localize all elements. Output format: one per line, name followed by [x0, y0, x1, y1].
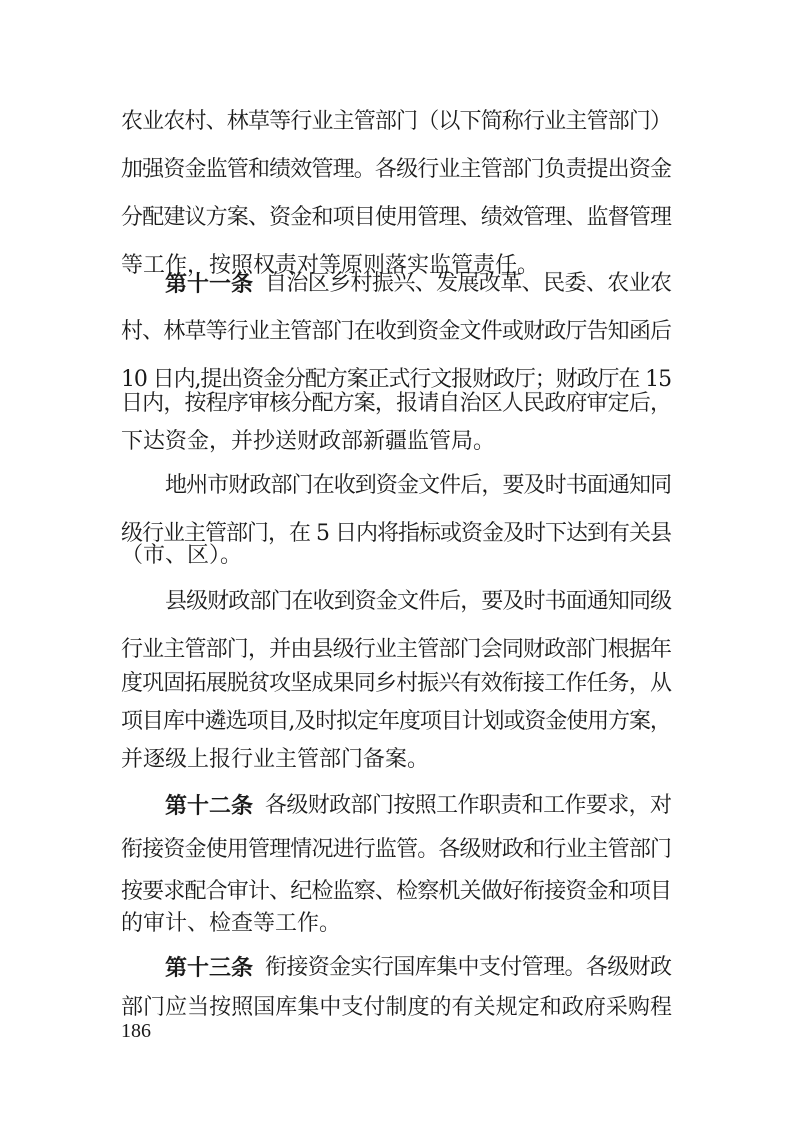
text-line: [0, 98, 793, 146]
line-text: 自治区乡村振兴、发展改革、民委、农业农: [265, 271, 672, 296]
line-text: 度巩固拓展脱贫攻坚成果同乡村振兴有效衔接工作任务，从: [121, 671, 672, 696]
text-line: [0, 532, 793, 580]
line-text: 级行业主管部门，在 5 日内将指标或资金及时下达到有关县: [121, 521, 671, 546]
line-text: 下达资金，并抄送财政部新疆监管局。: [121, 429, 496, 454]
line-text: 衔接资金使用管理情况进行监管。各级财政和行业主管部门: [121, 837, 672, 862]
text-line: [0, 146, 793, 194]
page-number: 186: [121, 1020, 151, 1042]
line-text: 部门应当按照国库集中支付制度的有关规定和政府采购程: [121, 995, 673, 1020]
line-text: 按要求配合审计、纪检监察、检察机关做好衔接资金和项目: [121, 879, 672, 904]
article-heading: 第十三条: [165, 955, 254, 981]
line-text: 各级财政部门按照工作职责和工作要求，对: [265, 793, 672, 818]
text-line: [0, 418, 793, 466]
line-text: 村、林草等行业主管部门在收到资金文件或财政厅告知函后: [121, 319, 672, 344]
line-text: 10 日内,提出资金分配方案正式行文报财政厅；财政厅在 15: [121, 367, 671, 392]
line-text: 日内，按程序审核分配方案，报请自治区人民政府审定后，: [121, 391, 672, 416]
line-text: 加强资金监管和绩效管理。各级行业主管部门负责提出资金: [121, 157, 672, 182]
line-text: 衔接资金实行国库集中支付管理。各级财政: [265, 955, 672, 980]
line-text: 地州市财政部门在收到资金文件后，要及时书面通知同: [165, 473, 672, 498]
line-text: 行业主管部门，并由县级行业主管部门会同财政部门根据年: [121, 637, 672, 662]
line-text: （市、区）。: [121, 543, 243, 568]
text-line: [0, 736, 793, 784]
text-line: [0, 194, 793, 242]
line-text: 等工作，按照权责对等原则落实监管责任。: [121, 253, 540, 278]
line-text: 分配建议方案、资金和项目使用管理、绩效管理、监督管理: [121, 205, 672, 230]
text-line: [0, 826, 793, 874]
article-line: [0, 260, 793, 308]
line-text: 的审计、检查等工作。: [121, 911, 342, 936]
line-text: 并逐级上报行业主管部门备案。: [121, 747, 430, 772]
article-line: [0, 782, 793, 830]
line-text: 县级财政部门在收到资金文件后，要及时书面通知同级: [165, 589, 672, 614]
line-text: 农业农村、林草等行业主管部门（以下简称行业主管部门）: [121, 109, 672, 134]
article-heading: 第十二条: [165, 793, 254, 819]
article-heading: 第十一条: [165, 271, 254, 297]
text-line: [0, 308, 793, 356]
text-line: [0, 984, 793, 1032]
line-text: 项目库中遴选项目,及时拟定年度项目计划或资金使用方案，: [121, 709, 671, 734]
text-line: [0, 462, 793, 510]
text-line: [0, 900, 793, 948]
text-line: [0, 578, 793, 626]
